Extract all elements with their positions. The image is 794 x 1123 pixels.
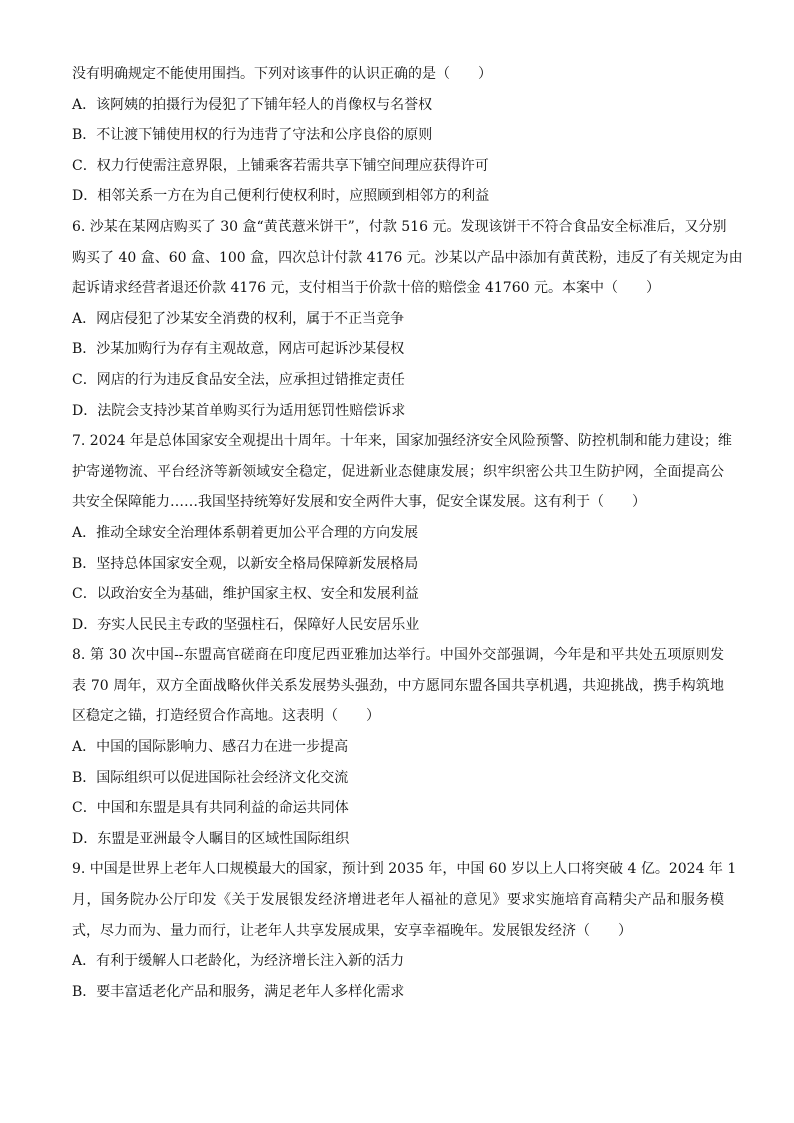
question-stem-line: 起诉请求经营者退还价款 4176 元，支付相当于价款十倍的赔偿金 41760 元。本案中（ ） bbox=[72, 280, 660, 297]
option-c: C．权力行使需注意界限，上铺乘客若需共享下铺空间理应获得许可 bbox=[72, 157, 489, 174]
question-stem-line: 护寄递物流、平台经济等新领域安全稳定，促进新业态健康发展；织牢织密公共卫生防护网，全面提高公 bbox=[72, 463, 724, 480]
question-stem-line: 9. 中国是世界上老年人口规模最大的国家，预计到 2035 年，中国 60 岁以上人口将突破 4 亿。2024 年 1 bbox=[72, 861, 737, 878]
question-stem-line: 月，国务院办公厅印发《关于发展银发经济增进老年人福祉的意见》要求实施培育高精尖产品和服务模 bbox=[72, 892, 724, 909]
option-b: B．坚持总体国家安全观，以新安全格局保障新发展格局 bbox=[72, 555, 419, 572]
option-d: D．相邻关系一方在为自己便利行使权利时，应照顾到相邻方的利益 bbox=[72, 188, 490, 205]
option-c: C．网店的行为违反食品安全法，应承担过错推定责任 bbox=[72, 371, 405, 388]
option-a: A．推动全球安全治理体系朝着更加公平合理的方向发展 bbox=[72, 524, 419, 541]
question-stem-line: 共安全保障能力……我国坚持统筹好发展和安全两件大事，促安全谋发展。这有利于（ ） bbox=[72, 494, 646, 511]
option-b: B．要丰富适老化产品和服务，满足老年人多样化需求 bbox=[72, 983, 405, 1000]
option-a: A．有利于缓解人口老龄化，为经济增长注入新的活力 bbox=[72, 953, 405, 970]
question-stem-line: 区稳定之锚，打造经贸合作高地。这表明（ ） bbox=[72, 708, 380, 725]
question-stem-line: 7. 2024 年是总体国家安全观提出十周年。十年来，国家加强经济安全风险预警、防控机制和能力建设；维 bbox=[72, 433, 732, 450]
question-stem-line: 购买了 40 盒、60 盒、100 盒，四次总计付款 4176 元。沙某以产品中添加有黄芪粉，违反了有关规定为由 bbox=[72, 249, 743, 266]
option-d: D．东盟是亚洲最令人瞩目的区域性国际组织 bbox=[72, 830, 350, 847]
question-stem-line: 8. 第 30 次中国--东盟高官磋商在印度尼西亚雅加达举行。中国外交部强调，今年是和平共处五项原则发 bbox=[72, 647, 724, 664]
option-b: B．沙某加购行为存有主观故意，网店可起诉沙某侵权 bbox=[72, 341, 405, 358]
question-stem-line: 表 70 周年，双方全面战略伙伴关系发展势头强劲，中方愿同东盟各国共享机遇，共迎挑战，携手构筑地 bbox=[72, 677, 724, 694]
option-d: D．夯实人民民主专政的坚强柱石，保障好人民安居乐业 bbox=[72, 616, 420, 633]
option-c: C．中国和东盟是具有共同利益的命运共同体 bbox=[72, 800, 349, 817]
question-stem-line: 式，尽力而为、量力而行，让老年人共享发展成果，安享幸福晚年。发展银发经济（ ） bbox=[72, 922, 632, 939]
option-b: B．国际组织可以促进国际社会经济文化交流 bbox=[72, 769, 349, 786]
option-d: D．法院会支持沙某首单购买行为适用惩罚性赔偿诉求 bbox=[72, 402, 406, 419]
exam-page bbox=[72, 64, 743, 1012]
option-a: A．网店侵犯了沙某安全消费的权利，属于不正当竞争 bbox=[72, 310, 405, 327]
option-a: A．该阿姨的拍摄行为侵犯了下铺年轻人的肖像权与名誉权 bbox=[72, 96, 433, 113]
question-stem-line: 没有明确规定不能使用围挡。下列对该事件的认识正确的是（ ） bbox=[72, 66, 492, 82]
option-a: A．中国的国际影响力、感召力在进一步提高 bbox=[72, 739, 349, 756]
option-b: B．不让渡下铺使用权的行为违背了守法和公序良俗的原则 bbox=[72, 127, 433, 144]
option-c: C．以政治安全为基础，维护国家主权、安全和发展利益 bbox=[72, 586, 419, 603]
question-stem-line: 6. 沙某在某网店购买了 30 盒“黄芪薏米饼干”，付款 516 元。发现该饼干不符合食品安全标准后，又分别 bbox=[72, 218, 727, 235]
